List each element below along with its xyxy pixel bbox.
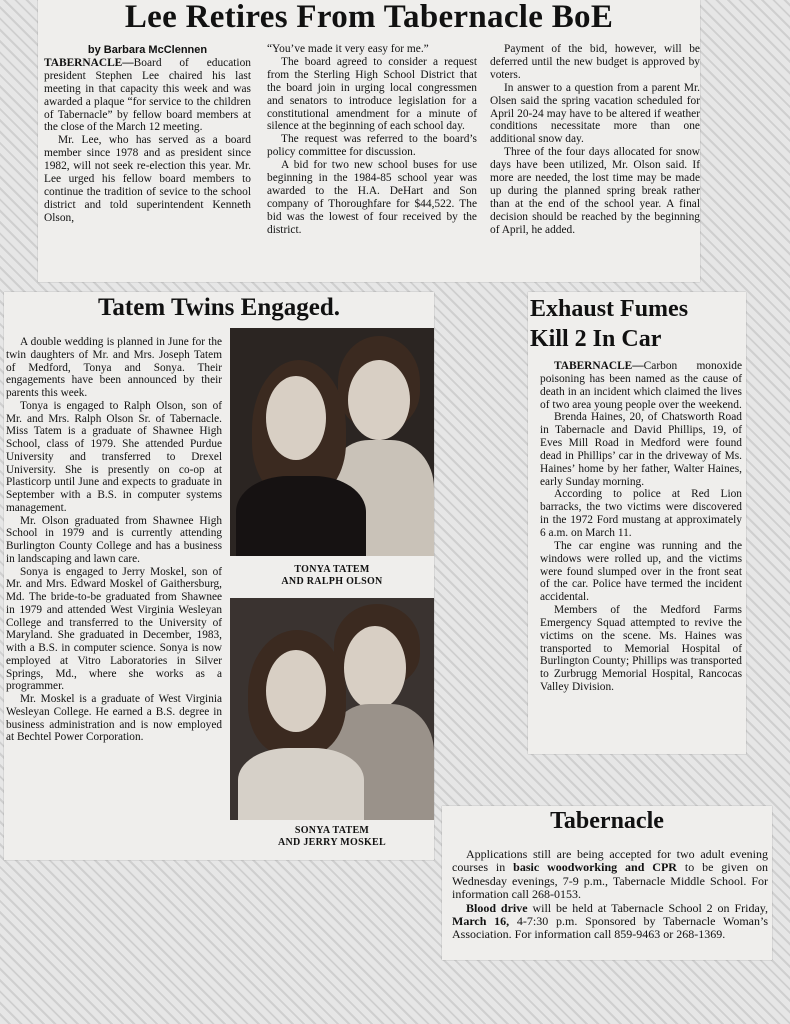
tabernacle-notice-body bbox=[452, 848, 768, 942]
notice-blood-drive-paragraph: Blood drive will be held at Tabernacle School 2 on Friday, March 16, 4-7:30 p.m. Sponsored by Tabernacle Woman’s Association. For information call 859-9463 or 268-1369. bbox=[452, 900, 768, 942]
lee-col3-p1: Payment of the bid, however, will be deferred until the new budget is approved by voters. bbox=[490, 43, 700, 81]
lee-col2-p3: The request was referred to the board’s policy committee for discussion. bbox=[267, 133, 477, 159]
lee-col3-p2: In answer to a question from a parent Mr. Olsen said the spring vacation scheduled for April 20-24 may have to be altered if weather conditions necessitate more than one additional snow day. bbox=[490, 81, 700, 146]
tatem-twins-clipping bbox=[4, 292, 434, 860]
photo-sonya-jerry bbox=[230, 598, 434, 820]
exhaust-p1: TABERNACLE—Carbon monoxide poisoning has been named as the cause of death in an incident which claimed the lives of two area young people over the weekend. bbox=[540, 360, 742, 411]
tatem-text-column bbox=[6, 336, 222, 744]
exhaust-fumes-clipping bbox=[528, 292, 746, 754]
caption-tonya-ralph: TONYA TATEM AND RALPH OLSON bbox=[281, 564, 383, 587]
exhaust-p2: Brenda Haines, 20, of Chatsworth Road in Tabernacle and David Phillips, 19, of Eves Mill Road in Medford were found dead in Phillips’ car in the driveway of Ms. Haines’ home by her father, Walter Haines, early Sunday morning. bbox=[540, 411, 742, 488]
tatem-p5: Mr. Moskel is a graduate of West Virginia Wesleyan College. He earned a B.S. degree in business administration and is now employed at Bechtel Power Corporation. bbox=[6, 693, 222, 744]
lee-column-1 bbox=[44, 44, 251, 225]
tatem-p1: A double wedding is planned in June for the twin daughters of Mr. and Mrs. Joseph Tatem of Medford, Tonya and Sonya. Their engagements have been announced by their parents this week. bbox=[6, 336, 222, 399]
lee-col1-p2: Mr. Lee, who has served as a board member since 1978 and as president since 1982, will not seek re-election this year. Mr. Lee urged his fellow board members to continue the tradition of sevice to the school district and told superintendent Kenneth Olson, bbox=[44, 134, 251, 224]
tatem-p4: Sonya is engaged to Jerry Moskel, son of Mr. and Mrs. Edward Moskel of Gaithersburg, Md. The bride-to-be graduated from Shawnee in 1979 and attended West Virginia Wesleyan College and transferred to the University of Maryland. She graduated in December, 1983, with a B.S. in computer science. Sonya is now employed at Vitro Laboratories in Silver Springs, Md., where she works as a programmer. bbox=[6, 565, 222, 693]
lee-col3-p3: Three of the four days allocated for snow days have been utilized, Mr. Olson said. If more are needed, the lost time may be made up during the planned spring break rather than at the end of the school year. A final decision should be reached by the beginning of April, he added. bbox=[490, 146, 700, 236]
exhaust-headline-line2: Kill 2 In Car bbox=[530, 326, 662, 352]
tabernacle-notice-clipping bbox=[442, 806, 772, 960]
lee-column-2 bbox=[267, 43, 477, 237]
tatem-p2: Tonya is engaged to Ralph Olson, son of Mr. and Mrs. Ralph Olson Sr. of Tabernacle. Miss Tatem is a graduate of Shawnee High School, class of 1979. She attended Purdue University and transferred to Drexel University. She is presently on co-op at Plasticorp until June and expects to graduate in September with a B.S. in computer systems management. bbox=[6, 399, 222, 514]
exhaust-p5: Members of the Medford Farms Emergency Squad attempted to revive the victims on the scene. Ms. Haines was transported to Memorial Hospital of Burlington County; Phillips was transported to Zurbrugg Memorial Hospital, Rancocas Valley Division. bbox=[540, 604, 742, 694]
lee-retires-clipping bbox=[38, 0, 700, 282]
notice-woodworking-paragraph: Applications still are being accepted for two adult evening courses in basic woodworking and CPR to be given on Wednesday evenings, 7-9 p.m., Tabernacle Middle School. For information call 268-0153. bbox=[452, 847, 768, 902]
tatem-headline: Tatem Twins Engaged. bbox=[98, 294, 340, 321]
lee-col2-p2: The board agreed to consider a request from the Sterling High School District that the board join in urging local congressmen and senators to introduce legislation for a constitutional amendment for a minute of silence at the beginning of each school day. bbox=[267, 55, 477, 133]
lee-col2-p1: “You’ve made it very easy for me.” bbox=[267, 43, 429, 55]
tabernacle-headline: Tabernacle bbox=[550, 808, 664, 834]
tatem-p3: Mr. Olson graduated from Shawnee High School in 1979 and is currently attending Burlington County College and has a business in landscaping and lawn care. bbox=[6, 514, 222, 565]
exhaust-headline bbox=[530, 294, 744, 354]
exhaust-text-column bbox=[540, 360, 742, 694]
lee-column-3 bbox=[490, 43, 700, 237]
photo-tonya-ralph bbox=[230, 328, 434, 556]
exhaust-p3: According to police at Red Lion barracks, the two victims were discovered in the 1972 Ford mustang at approximately 6 a.m. on March 11. bbox=[540, 488, 742, 539]
lee-byline: by Barbara McClennen bbox=[87, 44, 208, 56]
exhaust-headline-line1: Exhaust Fumes bbox=[530, 296, 689, 322]
caption-sonya-jerry: SONYA TATEM AND JERRY MOSKEL bbox=[278, 825, 386, 848]
lee-retires-headline: Lee Retires From Tabernacle BoE bbox=[124, 0, 614, 35]
lee-col2-p4: A bid for two new school buses for use beginning in the 1984-85 school year was awarded to the H.A. DeHart and Son company of Thoroughfare for $44,522. The bid was the lowest of four received by the district. bbox=[267, 159, 477, 236]
lee-dateline: TABERNACLE— bbox=[44, 56, 134, 69]
exhaust-p4: The car engine was running and the windows were rolled up, and the victims were found slumped over in the front seat of the car. Police have termed the incident accidental. bbox=[540, 539, 742, 604]
lee-col1-p1: TABERNACLE—Board of education president Stephen Lee chaired his last meeting in that capacity this week and was awarded a plaque “for service to the children of Tabernacle” by fellow board members at the close of the March 12 meeting. bbox=[44, 56, 251, 134]
